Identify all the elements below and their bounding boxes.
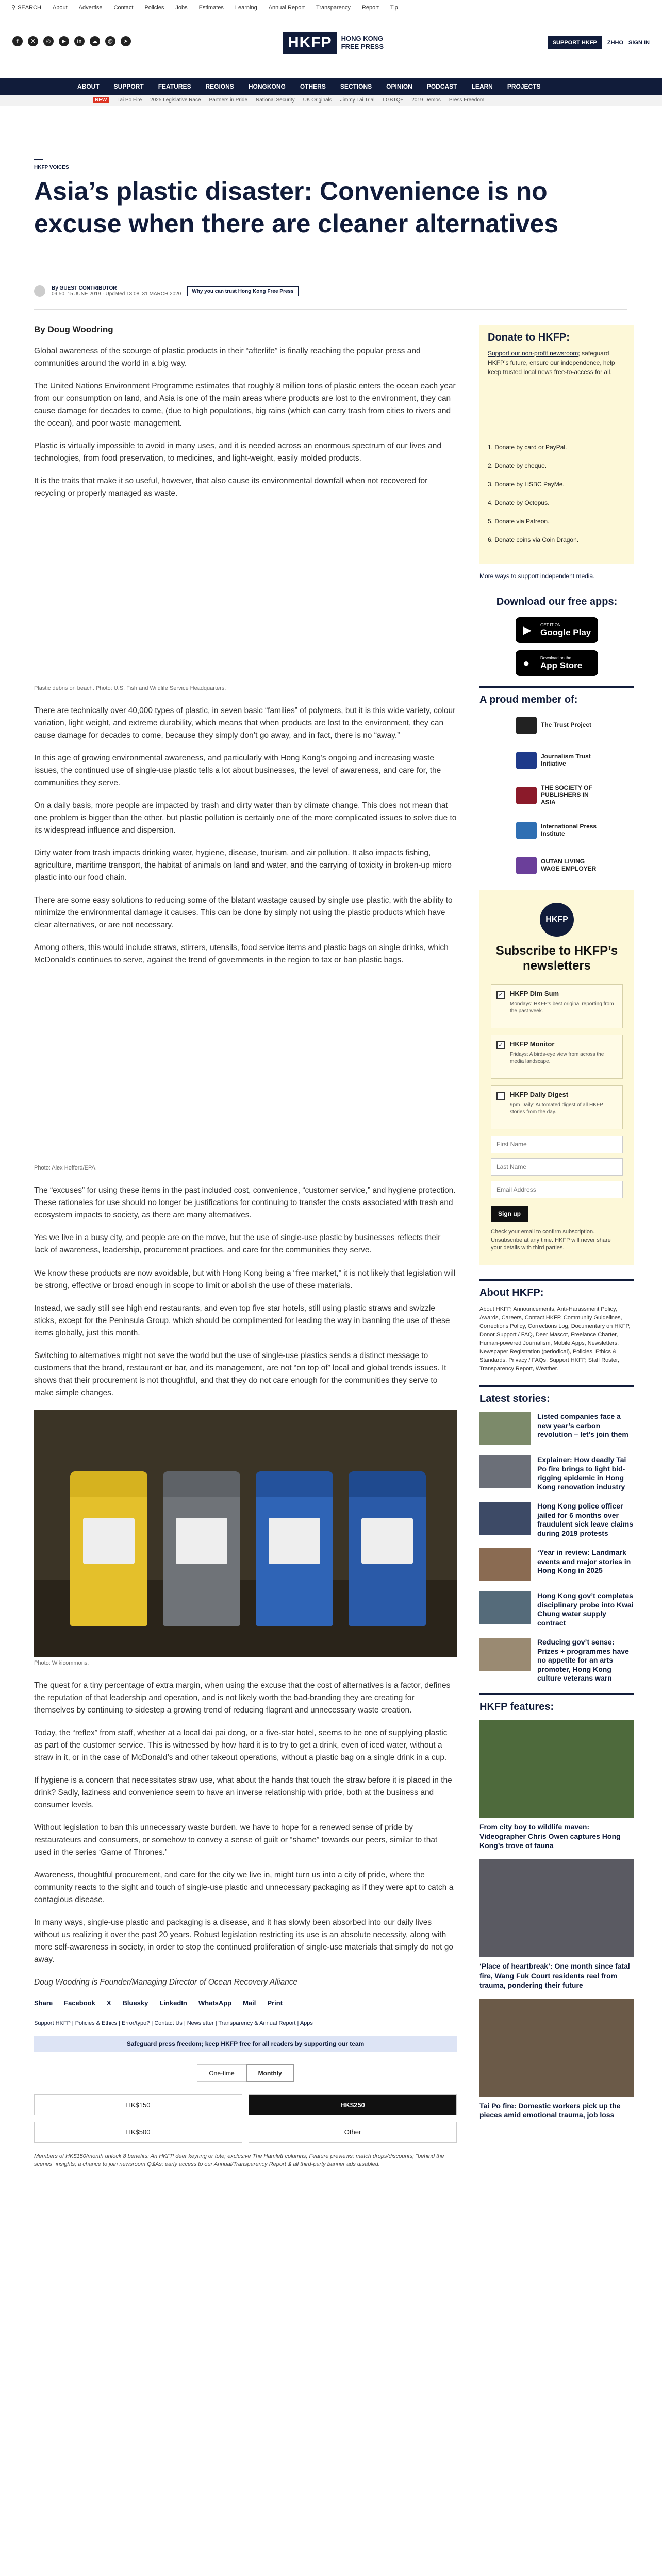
share-whatsapp-link[interactable]: WhatsApp — [198, 1998, 232, 2007]
article-paragraph: Plastic is virtually impossible to avoid in many uses, and it is needed across an enormous spectrum of our lives and technologies, from food preservation, to medicines, and light-weight, easily molded products. — [34, 442, 442, 463]
learning-link[interactable]: Learning — [235, 4, 257, 11]
newsletter-title: Subscribe to HKFP’s newsletters — [495, 944, 618, 973]
byline: By Doug Woodring — [34, 325, 113, 334]
article-paragraph: The quest for a tiny percentage of extra margin, when using the excuse that the cost of alternatives is a factor, defines the reputation of that leadership and operation, and is not likely worth the bad-branding they are creating for themselves by continuing to sidestep a growing trend of reducing flagrant and unnecessary waste creation. — [34, 1681, 451, 1715]
logo-mark: HKFP — [283, 32, 337, 54]
share-print-link[interactable]: Print — [267, 1998, 283, 2007]
newsletter-name: HKFP Monitor — [510, 1040, 555, 1048]
kicker-rule — [34, 159, 43, 160]
story-thumbnail[interactable] — [479, 1638, 531, 1671]
bluesky-icon[interactable]: ☁ — [90, 36, 100, 46]
transparency-link[interactable]: Transparency — [316, 4, 351, 11]
frequency-toggle — [34, 2064, 457, 2082]
member-benefits: Members of HK$150/month unlock 8 benefits: An HKFP deer keyring or tote; exclusive The Hamlett columns; Feature previews; match drops/discounts; "behind the scenes" insights; a chance to join newsroom Q&As; early access to our Annual/Transparency Report & all third-party banner ads disabled. — [34, 2153, 444, 2168]
about-links[interactable]: About HKFP, Announcements, Anti-Harassment Policy, Awards, Careers, Contact HKFP, Community Guidelines, Corrections Policy, Corrections Log, Documentary on HKFP, Donor Support / FAQ, Deer Mascot, Freelance Charter, Human-powered Journalism, Mobile Apps, Newsletters, Newspaper Registration (periodical), Policies, Ethics & Standards, Privacy / FAQs, Support HKFP, Staff Roster, Transparency Report, Weather. — [479, 1306, 631, 1372]
article-paragraph: We know these products are now avoidable, but with Hong Kong being a “free market,” it is not likely that legislation will be strong, effective or broad enough in scope to limit or abolish the use of these materials. — [34, 1268, 456, 1290]
site-logo[interactable] — [283, 32, 384, 54]
telegram-icon[interactable]: ➤ — [121, 36, 131, 46]
amount-options — [34, 2094, 457, 2143]
article-body — [34, 325, 457, 2169]
linkedin-icon[interactable]: in — [74, 36, 85, 46]
partner-logo-icon — [516, 752, 537, 769]
search-icon: ⚲ — [11, 5, 16, 11]
newsletter-checkbox[interactable]: ✓ — [496, 991, 505, 999]
logo-text: HONG KONG FREE PRESS — [341, 35, 384, 50]
article-paragraph: Yes we live in a busy city, and people are on the move, but the use of single-use plastic by businesses reflects their lack of awareness, leadership, procurement practices, and care for the communities they serve. — [34, 1233, 441, 1255]
author-label[interactable]: By GUEST CONTRIBUTOR — [52, 285, 117, 291]
newsletter-logo: HKFP — [540, 903, 574, 937]
author-avatar — [34, 285, 45, 297]
nav-item-hongkong[interactable]: HONGKONG — [248, 83, 286, 90]
story-thumbnail[interactable] — [479, 1455, 531, 1488]
article-paragraph: The “excuses” for using these items in the past included cost, convenience, “customer service,” and hygiene protection. These rationales for use should no longer be justifications for continuing to transfer the costs associated with trash and ecosystem impacts to society, as there are many alternatives. — [34, 1186, 456, 1220]
partner-logo-icon — [516, 822, 537, 839]
support-links-line[interactable]: Support HKFP | Policies & Ethics | Error/typo? | Contact Us | Newsletter | Transparency & Annual Report | Apps — [34, 2020, 313, 2026]
story-thumbnail[interactable] — [479, 1502, 531, 1535]
top-utility-bar — [0, 0, 662, 15]
latest-story[interactable] — [479, 1638, 634, 1683]
story-thumbnail[interactable] — [479, 1548, 531, 1581]
latest-story[interactable] — [479, 1502, 634, 1538]
feature-story[interactable] — [479, 1999, 634, 2120]
bin-grey — [163, 1471, 240, 1626]
facebook-icon[interactable]: f — [12, 36, 23, 46]
trending-link[interactable]: LGBTQ+ — [383, 97, 404, 103]
feature-story[interactable] — [479, 1720, 634, 1851]
trending-link[interactable]: Jimmy Lai Trial — [340, 97, 375, 103]
article-paragraph: There are technically over 40,000 types of plastic, in seven basic “families” of polymers, but it is this wide variety, colour variation, light weight, and extreme durability, which means that when products are lost to the environment, they can cause damage for decades to come, because they simply don’t go away, and in fact, there is no “away.” — [34, 706, 456, 740]
trending-link[interactable]: 2019 Demos — [411, 97, 441, 103]
trending-link[interactable]: Press Freedom — [449, 97, 485, 103]
donate-intro: Support our non-profit newsroom; safeguard HKFP’s future, ensure our independence, help keep trusted local news free-to-access for all. — [488, 350, 615, 376]
article-paragraph: The United Nations Environment Programme estimates that roughly 8 million tons of plastic enters the ocean each year from our consumption on land, and Asia is one of the main areas where products are lost to the environment, they can cause damage for decades to come, (due to high populations, big rains (which can carry trash from cities to rivers and the ocean), and poor waste management. — [34, 382, 456, 428]
amount-option[interactable]: HK$500 — [34, 2122, 242, 2143]
amount-option[interactable]: Other — [249, 2122, 457, 2143]
article-kicker[interactable]: HKFP VOICES — [34, 165, 69, 171]
partner-name: THE SOCIETY OF PUBLISHERS IN ASIA — [541, 784, 592, 806]
first-name-field[interactable] — [491, 1136, 623, 1153]
newsletter-option[interactable] — [491, 1035, 623, 1079]
trending-link[interactable]: UK Originals — [303, 97, 332, 103]
partner-logo-icon — [516, 787, 537, 804]
support-hkfp-button[interactable]: SUPPORT HKFP — [548, 36, 602, 49]
meta-divider — [34, 309, 627, 310]
jobs-link[interactable]: Jobs — [175, 4, 188, 11]
last-name-field[interactable] — [491, 1158, 623, 1176]
share-linkedin-link[interactable]: LinkedIn — [159, 1998, 187, 2007]
share-bluesky-link[interactable]: Bluesky — [122, 1998, 148, 2007]
app-store-badge[interactable]: ● Download on the App Store — [516, 650, 598, 676]
amount-option[interactable]: HK$250 — [249, 2094, 457, 2115]
feature-image[interactable] — [479, 1720, 634, 1818]
email-field[interactable] — [491, 1181, 623, 1198]
social-links — [12, 36, 131, 46]
nav-item-features[interactable]: FEATURES — [158, 83, 191, 90]
estimates-link[interactable]: Estimates — [198, 4, 224, 11]
share-row — [34, 1999, 457, 2007]
new-badge: NEW — [93, 97, 109, 103]
newsletter-checkbox[interactable]: ✓ — [496, 1041, 505, 1049]
feature-headline[interactable]: Tai Po fire: Domestic workers pick up the pieces amid emotional trauma, job loss — [479, 2102, 621, 2120]
newsletter-note: Check your email to confirm subscription. Unsubscribe at any time. HKFP will never share your details with third parties. — [491, 1228, 611, 1251]
donate-option-link[interactable]: 4. Donate by Octopus. — [488, 499, 550, 506]
photo-caption-2: Photo: Alex Hofford/EPA. — [34, 1165, 97, 1172]
newsletter-desc: Mondays: HKFP’s best original reporting from the past week. — [510, 1001, 614, 1014]
partner-logo[interactable] — [479, 715, 634, 736]
article-paragraph: In this age of growing environmental awareness, and particularly with Hong Kong’s ongoing and increasing waste issues, the continued use of single-use plastic tells a lot about businesses, the level of awareness, and care for, the communities they serve. — [34, 754, 441, 788]
partner-logo-icon — [516, 857, 537, 874]
article-meta: By GUEST CONTRIBUTOR 09:50, 15 JUNE 2019 · Updated 13:08, 31 MARCH 2020 Why you can trust Hong Kong Free Press — [34, 285, 299, 297]
trending-link[interactable]: 2025 Legislative Race — [150, 97, 201, 103]
bin-blue — [256, 1471, 333, 1626]
story-headline[interactable]: Explainer: How deadly Tai Po fire brings to light bid-rigging epidemic in Hong Kong renovation industry — [537, 1455, 626, 1491]
article-paragraph: Dirty water from trash impacts drinking water, hygiene, disease, tourism, and air pollution. It also impacts fishing, agriculture, maritime transport, the habitat of animals on land and water, and the carrying of toxicity in broken-up micro plastic into our food chain. — [34, 849, 452, 883]
article-paragraph: In many ways, single-use plastic and packaging is a disease, and it has slowly been absorbed into our daily lives without us realizing it over the past 20 years. Robust legislation restricting its use is an absolute necessity, along with more self-awareness in society, in order to stop the continued proliferation of single-use materials that simply do not go away. — [34, 1918, 454, 1964]
contact-link[interactable]: Contact — [113, 4, 134, 11]
author-bio: Doug Woodring is Founder/Managing Director of Ocean Recovery Alliance — [34, 1977, 298, 1987]
trending-bar — [0, 95, 662, 106]
donate-heading: Donate to HKFP: — [488, 332, 570, 343]
partner-logo-icon — [516, 717, 537, 734]
story-thumbnail[interactable] — [479, 1591, 531, 1624]
language-toggle[interactable]: ZHHO — [607, 40, 624, 46]
article-paragraph: Instead, we sadly still see high end restaurants, and even top five star hotels, still using plastic straws and swizzle sticks, except for the Peninsula Group, which should be complimented for leading the way in banning the use of these items globally, just this month. — [34, 1303, 450, 1337]
share-x-link[interactable]: X — [106, 1998, 111, 2007]
sign-in-link[interactable]: SIGN IN — [628, 40, 650, 46]
feature-story[interactable] — [479, 1859, 634, 1990]
donate-box — [479, 325, 634, 564]
trending-link[interactable]: Partners in Pride — [209, 97, 248, 103]
story-headline[interactable]: Hong Kong gov’t completes disciplinary probe into Kwai Chung water supply contract — [537, 1591, 634, 1627]
nav-item-regions[interactable]: REGIONS — [205, 83, 234, 90]
nav-item-learn[interactable]: LEARN — [471, 83, 493, 90]
header-actions — [548, 36, 650, 49]
nav-item-about[interactable]: ABOUT — [77, 83, 100, 90]
frequency-monthly-button[interactable]: Monthly — [246, 2064, 294, 2082]
newsletter-desc: 9pm Daily: Automated digest of all HKFP stories from the day. — [510, 1101, 603, 1115]
story-headline[interactable]: Listed companies face a new year’s carbon revolution – let’s join them — [537, 1412, 628, 1439]
apps-heading: Download our free apps: — [496, 596, 618, 607]
article-paragraph: Among others, this would include straws, stirrers, utensils, food service items and plastic bags on single drinks, which McDonald’s continues to serve, against the trend of governments in the region to tax or ban plastic bags. — [34, 943, 449, 965]
photo-caption-1: Plastic debris on beach. Photo: U.S. Fish and Wildlife Service Headquarters. — [34, 685, 226, 692]
article-paragraph: On a daily basis, more people are impacted by trash and dirty water than by climate change. This does not mean that one problem is bigger than the other, but plastic pollution is certainly one of the more complicated issues to solve due to its widespread influence and dispersion. — [34, 801, 457, 835]
google-play-icon: ▶ — [523, 623, 532, 636]
partner-logo[interactable] — [479, 855, 634, 876]
nav-item-sections[interactable]: SECTIONS — [340, 83, 372, 90]
newsletter-checkbox[interactable] — [496, 1092, 505, 1100]
partner-logo[interactable] — [479, 750, 634, 771]
main-nav — [0, 78, 662, 95]
bin-blue-2 — [349, 1471, 426, 1626]
latest-story[interactable] — [479, 1455, 634, 1492]
donate-option-link[interactable]: 6. Donate coins via Coin Dragon. — [488, 536, 579, 544]
more-ways-link[interactable]: More ways to support independent media. — [479, 572, 595, 580]
article-paragraph: It is the traits that make it so useful, however, that also cause its environmental downfall when not recovered for recycling or properly managed as waste. — [34, 477, 428, 498]
features-heading: HKFP features: — [479, 1693, 634, 1713]
latest-story[interactable] — [479, 1412, 634, 1445]
site-header — [0, 15, 662, 67]
beach-photo-space — [34, 510, 457, 685]
share-share-link[interactable]: Share — [34, 1998, 53, 2007]
apple-icon: ● — [523, 656, 530, 669]
partner-logo[interactable] — [479, 785, 634, 806]
partner-name: OUTAN LIVING WAGE EMPLOYER — [541, 858, 597, 872]
trending-link[interactable]: Tai Po Fire — [117, 97, 142, 103]
feature-image[interactable] — [479, 1999, 634, 2097]
share-mail-link[interactable]: Mail — [243, 1998, 256, 2007]
donate-intro-link[interactable]: Support our non-profit newsroom; — [488, 350, 580, 357]
feature-image[interactable] — [479, 1859, 634, 1957]
newsletter-desc: Fridays: A birds-eye view from across the media landscape. — [510, 1051, 604, 1064]
story-headline[interactable]: ‘Year in review: Landmark events and major stories in Hong Kong in 2025 — [537, 1548, 631, 1575]
newsletter-name: HKFP Daily Digest — [510, 1090, 569, 1098]
article-paragraph: Switching to alternatives might not save the world but the use of single-use plastics sends a distinct message to customers that the brand, restaurant or bar, and its management, are not “on top of” local and global trends issues. It shows that their procurement is not thoughtful, and that they do not care enough for the communities they serve to make simple changes. — [34, 1351, 446, 1397]
trust-link[interactable]: Why you can trust Hong Kong Free Press — [187, 286, 298, 296]
bin-yellow — [70, 1471, 147, 1626]
amount-option[interactable]: HK$150 — [34, 2094, 242, 2115]
advertise-link[interactable]: Advertise — [78, 4, 103, 11]
straws-photo-space — [34, 977, 457, 1165]
newsletter-box — [479, 890, 634, 1265]
nav-item-projects[interactable]: PROJECTS — [507, 83, 541, 90]
annual-report-link[interactable]: Annual Report — [268, 4, 305, 11]
photo-caption-3: Photo: Wikicommons. — [34, 1659, 89, 1666]
article-paragraph: Today, the “reflex” from staff, whether at a local dai pai dong, or a five-star hotel, seems to be one of supplying plastic as part of the customer service. This is witnessed by how hard it is to try to get a drink, even of iced water, without a straw in it, or in the case of McDonald’s and other takeout operations, without a plastic bag on a single drink in a cup. — [34, 1728, 448, 1762]
donate-option-link[interactable]: 1. Donate by card or PayPal. — [488, 444, 567, 451]
article-paragraph: There are some easy solutions to reducing some of the blatant wastage caused by single use plastic, with the ability to minimize the environmental damage it causes. This can be done by simply not using the plastic products which have clear alternatives, or are not necessary. — [34, 896, 453, 930]
story-headline[interactable]: Reducing gov’t sense: Prizes + programmes have no appetite for an arts promoter, Hong Kong culture veterans warn — [537, 1638, 629, 1683]
feature-headline[interactable]: From city boy to wildlife maven: Videographer Chris Owen captures Hong Kong’s trove of fauna — [479, 1822, 621, 1850]
story-headline[interactable]: Hong Kong police officer jailed for 6 months over fraudulent sick leave claims during 2019 protests — [537, 1502, 633, 1537]
article-paragraph: Global awareness of the scourge of plastic products in their “afterlife” is finally reaching the popular press and communities around the world in a big way. — [34, 347, 421, 368]
newsletter-option[interactable] — [491, 1085, 623, 1129]
latest-story[interactable] — [479, 1591, 634, 1628]
latest-heading: Latest stories: — [479, 1385, 634, 1405]
donate-option-link[interactable]: 3. Donate by HSBC PayMe. — [488, 481, 565, 488]
nav-item-opinion[interactable]: OPINION — [386, 83, 412, 90]
share-facebook-link[interactable]: Facebook — [64, 1998, 95, 2007]
story-thumbnail[interactable] — [479, 1412, 531, 1445]
google-play-badge[interactable]: ▶ GET IT ON Google Play — [516, 617, 598, 643]
partner-name: Journalism Trust Initiative — [541, 753, 591, 767]
threads-icon[interactable]: @ — [105, 36, 115, 46]
partner-name: The Trust Project — [541, 721, 592, 729]
nav-item-support[interactable]: SUPPORT — [113, 83, 144, 90]
trending-link[interactable]: National Security — [256, 97, 295, 103]
donate-option-link[interactable]: 2. Donate by cheque. — [488, 462, 547, 469]
newsletter-option[interactable] — [491, 984, 623, 1028]
support-promo-bar[interactable]: Safeguard press freedom; keep HKFP free for all readers by supporting our team — [34, 2036, 457, 2052]
nav-item-podcast[interactable]: PODCAST — [426, 83, 457, 90]
member-heading: A proud member of: — [479, 686, 634, 706]
frequency-one-time-button[interactable]: One-time — [197, 2064, 246, 2082]
recycling-bins-photo — [34, 1410, 457, 1657]
feature-headline[interactable]: ‘Place of heartbreak’: One month since fatal fire, Wang Fuk Court residents reel from trauma, pondering their future — [479, 1962, 630, 1989]
latest-story[interactable] — [479, 1548, 634, 1581]
newsletter-name: HKFP Dim Sum — [510, 989, 559, 997]
donate-option-link[interactable]: 5. Donate via Patreon. — [488, 518, 550, 525]
instagram-icon[interactable]: ◎ — [43, 36, 54, 46]
sign-up-button[interactable]: Sign up — [491, 1206, 528, 1222]
sidebar — [479, 325, 634, 2129]
x-icon[interactable]: X — [28, 36, 38, 46]
tip-link[interactable]: Tip — [390, 4, 398, 11]
article-paragraph: If hygiene is a concern that necessitates straw use, what about the hands that touch the straw before it is placed in the drink? Sadly, laziness and convenience seem to have an inverse relationship with pride, both at the business and consumer levels. — [34, 1775, 452, 1809]
report-link[interactable]: Report — [361, 4, 379, 11]
nav-item-others[interactable]: OTHERS — [300, 83, 326, 90]
youtube-icon[interactable]: ▶ — [59, 36, 69, 46]
about-link[interactable]: About — [52, 4, 68, 11]
partner-logo[interactable] — [479, 820, 634, 841]
article-paragraph: Without legislation to ban this unnecessary waste burden, we have to hope for a renewed sense of pride by restaurateurs and consumers, or somehow to convey a sense of guilt or “shame” towards our peers, similar to that used in the series ‘Game of Thrones.’ — [34, 1823, 438, 1857]
article-paragraph: Awareness, thoughtful procurement, and care for the city we live in, might turn us into a city of pride, where the community reacts to the sight and touch of single-use plastic and unnecessary packaging as if they were apt to catch a contagious disease. — [34, 1870, 454, 1904]
policies-link[interactable]: Policies — [144, 4, 164, 11]
partner-name: International Press Institute — [541, 823, 597, 837]
publish-date: 09:50, 15 JUNE 2019 — [52, 291, 101, 297]
updated-date: Updated 13:08, 31 MARCH 2020 — [105, 291, 181, 297]
article-title: Asia’s plastic disaster: Convenience is no excuse when there are cleaner alternatives — [34, 177, 559, 238]
about-heading: About HKFP: — [479, 1279, 634, 1299]
search-link[interactable]: ⚲ SEARCH — [11, 4, 41, 11]
